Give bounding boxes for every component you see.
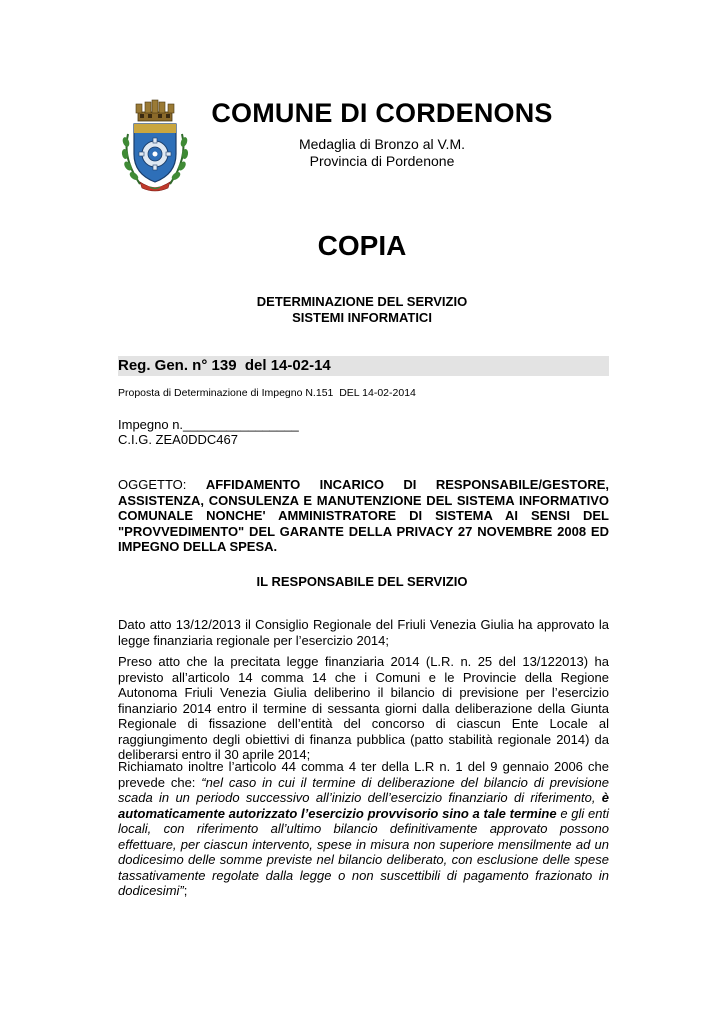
commitment-number: Impegno n.________________ bbox=[118, 417, 299, 432]
paragraph-3 bbox=[118, 759, 609, 899]
paragraph-3-quote-b: e gli enti locali, con riferimento all’ultimo bilancio definitivamente approvato possono effettuare, per ciascun intervento, spese in misura non superiore mensilmente ad un dodicesimo delle somme previste nel bilancio deliberato, con esclusione delle spese tassativamente regolate dalla legge o non suscettibili di pagamento frazionato in dodicesimi” bbox=[118, 805, 609, 898]
copy-heading: COPIA bbox=[317, 230, 407, 261]
paragraph-2: Preso atto che la precitata legge finanziaria 2014 (L.R. n. 25 del 13/122013) ha previsto all’articolo 14 comma 14 che i Comuni e le Provincie della Regione Autonoma Friuli Venezia Giulia deliberino il bilancio di previsione per l’esercizio finanziario 2014 entro il termine di sessanta giorni dalla deliberazione della Giunta Regionale di fissazione dell’entità del concorso di ciascun Ente Locale al raggiungimento degli obiettivi di finanza pubblica (patto stabilità regionale 2014) da deliberarsi entro il 30 aprile 2014; bbox=[118, 654, 609, 762]
determination-heading bbox=[0, 294, 724, 326]
registry-number: Reg. Gen. n° 139 del 14-02-14 bbox=[118, 357, 331, 374]
municipal-coat-of-arms-icon bbox=[118, 98, 192, 194]
cig-code: C.I.G. ZEA0DDC467 bbox=[118, 432, 238, 447]
paragraph-3-quote-a: “nel caso in cui il termine di deliberazione del bilancio di previsione scada in un periodo successivo all’inizio dell’esercizio finanziario di riferimento, bbox=[118, 774, 609, 805]
medal-subtitle: Medaglia di Bronzo al V.M. bbox=[298, 136, 466, 152]
municipality-title: COMUNE DI CORDENONS bbox=[211, 98, 553, 128]
paragraph-3-quote-bold: è automaticamente autorizzato l’esercizio provvisorio sino a tale termine bbox=[118, 790, 609, 821]
determination-line-2: SISTEMI INFORMATICI bbox=[292, 310, 432, 325]
subject-block bbox=[118, 477, 609, 555]
commitment-block bbox=[118, 417, 299, 447]
determination-line-1: DETERMINAZIONE DEL SERVIZIO bbox=[256, 294, 468, 309]
subject-text: AFFIDAMENTO INCARICO DI RESPONSABILE/GESTORE, ASSISTENZA, CONSULENZA E MANUTENZIONE DEL SISTEMA INFORMATIVO COMUNALE NONCHE' AMMINISTRATORE DI SISTEMA AI SENSI DEL "PROVVEDIMENTO" DEL GARANTE DELLA PRIVACY 27 NOVEMBRE 2008 ED IMPEGNO DELLA SPESA. bbox=[118, 477, 609, 554]
province-subtitle: Provincia di Pordenone bbox=[309, 153, 455, 169]
proposal-reference: Proposta di Determinazione di Impegno N.151 DEL 14-02-2014 bbox=[118, 387, 416, 399]
paragraph-1: Dato atto 13/12/2013 il Consiglio Regionale del Friuli Venezia Giulia ha approvato la legge finanziaria regionale per l’esercizio 2014; bbox=[118, 617, 609, 648]
paragraph-3-intro: Richiamato inoltre l’articolo 44 comma 4 ter della L.R n. 1 del 9 gennaio 2006 che prevede che: bbox=[118, 759, 609, 790]
responsible-heading: IL RESPONSABILE DEL SERVIZIO bbox=[256, 574, 468, 589]
paragraph-3-end: ; bbox=[183, 883, 188, 898]
registry-bar bbox=[118, 356, 609, 376]
subject-label: OGGETTO: bbox=[118, 477, 206, 492]
